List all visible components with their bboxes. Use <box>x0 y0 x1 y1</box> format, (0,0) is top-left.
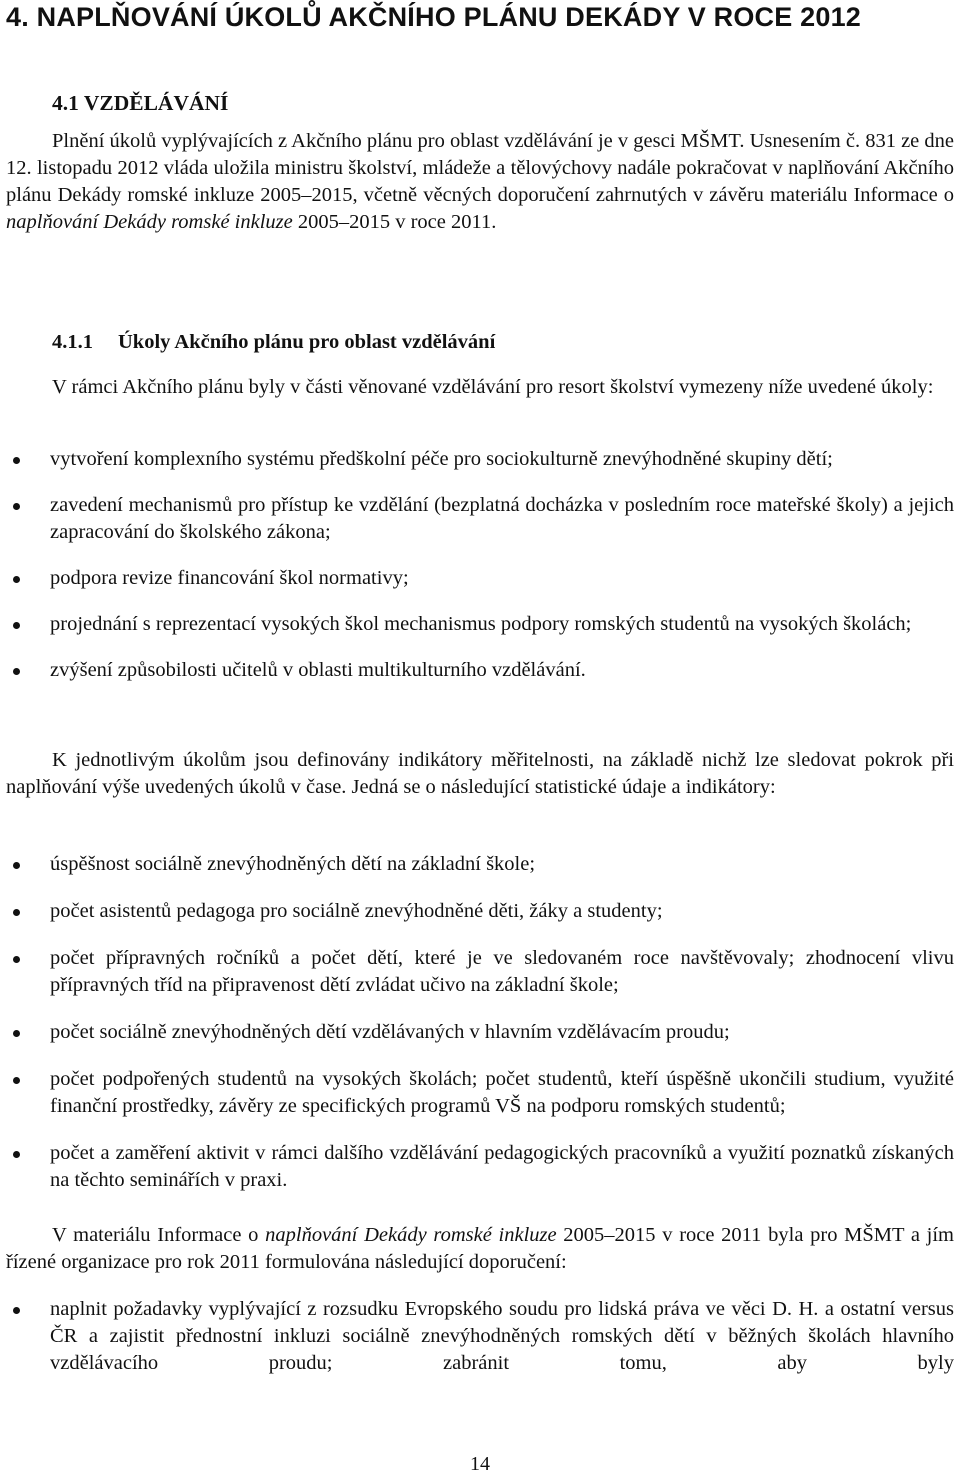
bullet-icon <box>13 457 20 464</box>
indicators-intro-text: K jednotlivým úkolům jsou definovány indikátory měřitelnosti, na základě nichž lze sledovat pokrok při naplňování výše uvedených úkolů v čase. Jedná se o následující statistické údaje a indikátory: <box>6 749 954 798</box>
list-item-text: počet podpořených studentů na vysokých školách; počet studentů, kteří úspěšně ukončili studium, využité finanční prostředky, závěry ze specifických programů VŠ na podporu romských studentů; <box>50 1068 954 1117</box>
list-item-text: zavedení mechanismů pro přístup ke vzdělání (bezplatná docházka v posledním roce mateřské školy) a jejich zapracování do školského zákona; <box>50 494 954 543</box>
list-item <box>6 492 954 546</box>
tasks-intro-text: V rámci Akčního plánu byly v části věnované vzdělávání pro resort školství vymezeny níže uvedené úkoly: <box>52 376 934 398</box>
subsection-number: 4.1.1 <box>52 331 93 353</box>
list-item-text: počet sociálně znevýhodněných dětí vzdělávaných v hlavním vzdělávacím proudu; <box>50 1021 730 1043</box>
list-item-text: úspěšnost sociálně znevýhodněných dětí na základní škole; <box>50 853 536 875</box>
list-item-text: počet přípravných ročníků a počet dětí, které je ve sledovaném roce navštěvovaly; zhodnocení vlivu přípravných tříd na připravenost dětí zvládat učivo na základní škole; <box>50 947 954 996</box>
recommend-text-a: V materiálu Informace o <box>52 1224 266 1246</box>
chapter-heading: 4. NAPLŇOVÁNÍ ÚKOLŮ AKČNÍHO PLÁNU DEKÁDY V ROCE 2012 <box>6 2 862 32</box>
recommendations-list <box>6 1296 954 1377</box>
intro-text-b: 2005–2015 v roce 2011. <box>292 211 497 233</box>
list-item-text: projednání s reprezentací vysokých škol mechanismus podpory romských studentů na vysokých školách; <box>50 613 912 635</box>
list-item <box>6 945 954 999</box>
bullet-icon <box>13 622 20 629</box>
bullet-icon <box>13 909 20 916</box>
recommend-italic: naplňování Dekády romské inkluze <box>265 1224 557 1246</box>
list-item <box>6 657 954 684</box>
subsection-heading <box>52 331 495 354</box>
bullet-icon <box>13 1030 20 1037</box>
list-item-text: podpora revize financování škol normativy; <box>50 567 409 589</box>
list-item <box>6 565 954 592</box>
bullet-icon <box>13 862 20 869</box>
list-item <box>6 446 954 473</box>
tasks-intro-paragraph <box>6 374 954 401</box>
list-item <box>6 851 954 878</box>
list-item <box>6 1296 954 1377</box>
bullet-icon <box>13 503 20 510</box>
bullet-icon <box>13 1077 20 1084</box>
page-number: 14 <box>470 1453 490 1475</box>
indicators-intro-paragraph <box>6 747 954 801</box>
list-item-text: vytvoření komplexního systému předškolní péče pro sociokulturně znevýhodněné skupiny dětí; <box>50 448 833 470</box>
bullet-icon <box>13 956 20 963</box>
list-item-text: počet a zaměření aktivit v rámci dalšího vzdělávání pedagogických pracovníků a využití poznatků získaných na těchto seminářích v praxi. <box>50 1142 954 1191</box>
list-item <box>6 898 954 925</box>
recommend-text-b: 2005–2015 v roce 2011 byla pro MŠMT a jím řízené organizace pro rok 2011 formulována následující doporučení: <box>6 1224 954 1273</box>
list-item <box>6 1019 954 1046</box>
subsection-title: Úkoly Akčního plánu pro oblast vzdělávání <box>118 331 496 353</box>
list-item <box>6 611 954 638</box>
tasks-list <box>6 446 954 684</box>
bullet-icon <box>13 1307 20 1314</box>
indicators-list <box>6 851 954 1194</box>
section-heading: 4.1 VZDĚLÁVÁNÍ <box>52 91 229 115</box>
intro-italic: naplňování Dekády romské inkluze <box>6 211 293 233</box>
bullet-icon <box>13 576 20 583</box>
bullet-icon <box>13 1151 20 1158</box>
list-item <box>6 1140 954 1194</box>
list-item-text: zvýšení způsobilosti učitelů v oblasti multikulturního vzdělávání. <box>50 659 586 681</box>
list-item-text: počet asistentů pedagoga pro sociálně znevýhodněné děti, žáky a studenty; <box>50 900 663 922</box>
recommendations-intro-paragraph <box>6 1222 954 1276</box>
intro-paragraph <box>6 128 954 236</box>
bullet-icon <box>13 668 20 675</box>
list-item-text: naplnit požadavky vyplývající z rozsudku Evropského soudu pro lidská práva ve věci D. H. a ostatní versus ČR a zajistit přednostní inkluzi sociálně znevýhodněných romských dětí v běžných školách hlavního vzdělávacího proudu; zabránit tomu, aby byly <box>50 1298 954 1374</box>
intro-text-a: Plnění úkolů vyplývajících z Akčního plánu pro oblast vzdělávání je v gesci MŠMT. Usnesením č. 831 ze dne 12. listopadu 2012 vláda uložila ministru školství, mládeže a tělovýchovy nadále pokračovat v naplňování Akčního plánu Dekády romské inkluze 2005–2015, včetně věcných doporučení zahrnutých v závěru materiálu Informace o <box>6 130 954 206</box>
list-item <box>6 1066 954 1120</box>
